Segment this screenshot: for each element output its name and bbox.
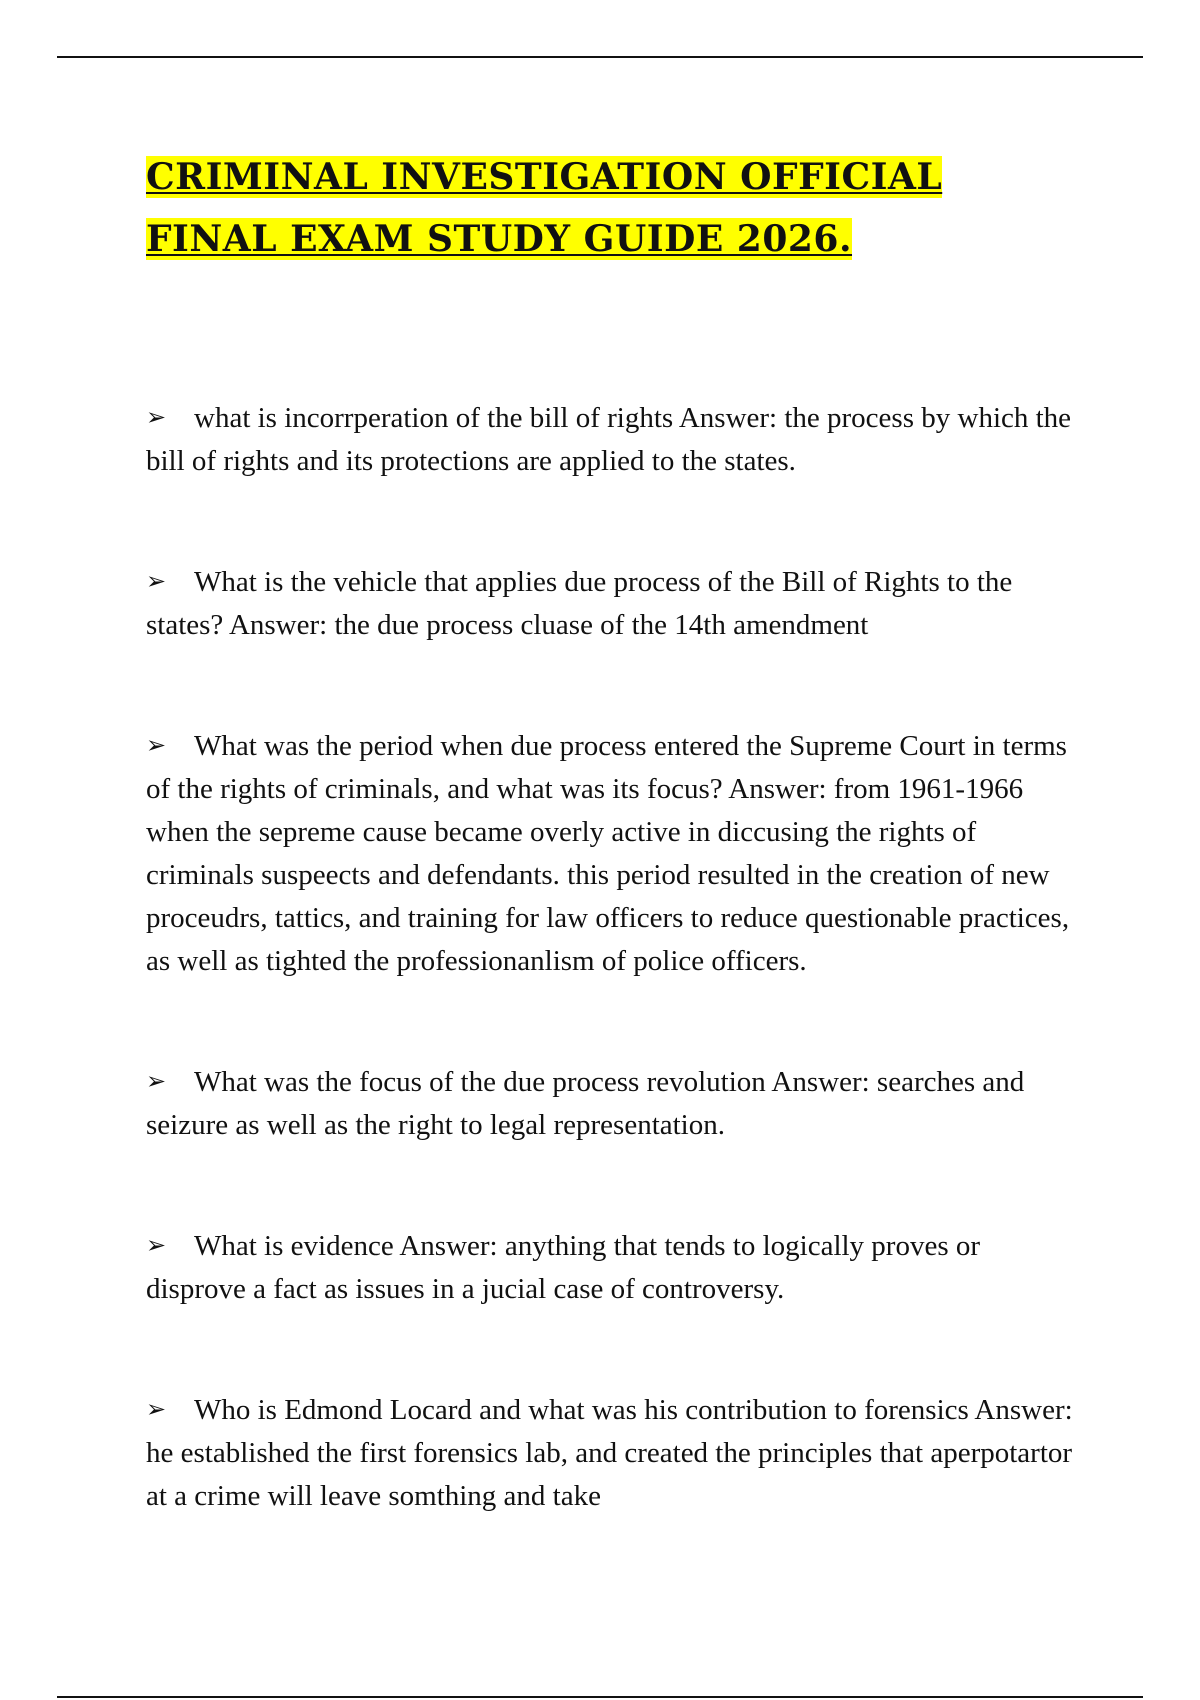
bottom-divider bbox=[57, 1696, 1143, 1698]
qa-item-text: what is incorrperation of the bill of rights Answer: the process by which the bill of rights and its protections are applied to the states. bbox=[146, 402, 1072, 477]
top-divider bbox=[57, 56, 1143, 58]
arrow-bullet-icon: ➢ bbox=[146, 731, 167, 759]
qa-list bbox=[146, 396, 1076, 1595]
arrow-bullet-icon: ➢ bbox=[146, 567, 167, 595]
page-title-text: CRIMINAL INVESTIGATION OFFICIAL FINAL EXAM STUDY GUIDE 2026. bbox=[146, 156, 943, 260]
qa-item bbox=[146, 1060, 1076, 1147]
qa-item bbox=[146, 560, 1076, 647]
qa-item-text: Who is Edmond Locard and what was his contribution to forensics Answer: he established the first forensics lab, and created the principles that aperpotartor at a crime will leave somthing and take bbox=[146, 1394, 1073, 1512]
qa-item bbox=[146, 724, 1076, 983]
qa-item bbox=[146, 1224, 1076, 1311]
arrow-bullet-icon: ➢ bbox=[146, 1231, 167, 1259]
qa-item-text: What is the vehicle that applies due process of the Bill of Rights to the states? Answer: the due process cluase of the 14th amendment bbox=[146, 566, 1013, 641]
page-title bbox=[146, 146, 1086, 270]
arrow-bullet-icon: ➢ bbox=[146, 403, 167, 431]
qa-item bbox=[146, 396, 1076, 483]
arrow-bullet-icon: ➢ bbox=[146, 1067, 167, 1095]
qa-item-text: What is evidence Answer: anything that tends to logically proves or disprove a fact as issues in a jucial case of controversy. bbox=[146, 1230, 981, 1305]
qa-item-text: What was the period when due process entered the Supreme Court in terms of the rights of criminals, and what was its focus? Answer: from 1961-1966 when the sepreme cause became overly active in diccusing the rights of criminals suspeects and defendants. this period resulted in the creation of new proceudrs, tattics, and training for law officers to reduce questionable practices, as well as tighted the professionanlism of police officers. bbox=[146, 730, 1070, 977]
arrow-bullet-icon: ➢ bbox=[146, 1395, 167, 1423]
qa-item bbox=[146, 1388, 1076, 1518]
qa-item-text: What was the focus of the due process revolution Answer: searches and seizure as well as the right to legal representation. bbox=[146, 1066, 1025, 1141]
